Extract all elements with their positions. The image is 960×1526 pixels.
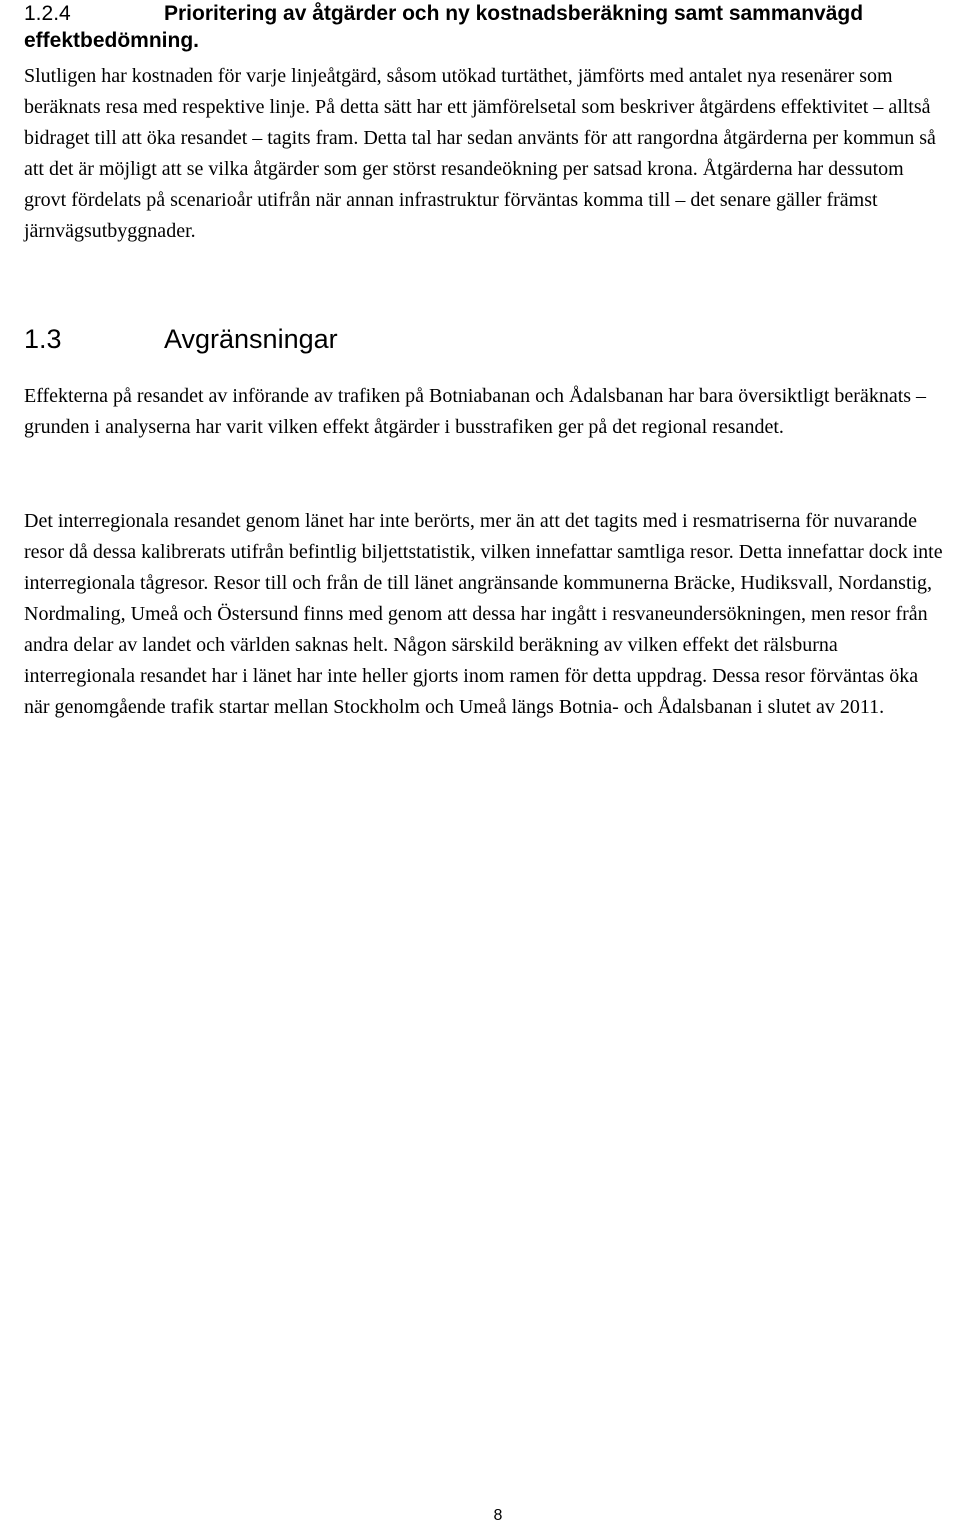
section-title: Prioritering av åtgärder och ny kostnadsberäkning samt sammanvägd effektbedömning.	[24, 2, 864, 52]
section-heading-1-3	[24, 322, 944, 356]
paragraph-avgransningar-1: Effekterna på resandet av införande av trafiken på Botniabanan och Ådalsbanan har bara översiktligt beräknats – grunden i analyserna har varit vilken effekt åtgärder i busstrafiken ger på det regional resandet.	[24, 385, 927, 438]
page-number: 8	[493, 1507, 503, 1524]
paragraph-prioritering: Slutligen har kostnaden för varje linjeåtgärd, såsom utökad turtäthet, jämförts med antalet nya resenärer som beräknats resa med respektive linje. På detta sätt har ett jämförelsetal som beskriver åtgärdens effektivitet – alltså bidraget till att öka resandet – tagits fram. Detta tal har sedan använts för att rangordna åtgärderna per kommun så att det är möjligt att se vilka åtgärder som ger störst resandeökning per satsad krona. Åtgärderna har dessutom grovt fördelats på scenarioår utifrån när annan infrastruktur förväntas komma till – det senare gäller främst järnvägsutbyggnader.	[24, 65, 936, 242]
section-number: 1.3	[24, 324, 62, 354]
section-heading-1-2-4	[24, 0, 954, 54]
section-title: Avgränsningar	[164, 324, 338, 354]
paragraph-avgransningar-2: Det interregionala resandet genom länet har inte berörts, mer än att det tagits med i resmatriserna för nuvarande resor då dessa kalibrerats utifrån befintlig biljettstatistik, vilken innefattar samtliga resor. Detta innefattar dock inte interregionala tågresor. Resor till och från de till länet angränsande kommunerna Bräcke, Hudiksvall, Nordanstig, Nordmaling, Umeå och Östersund finns med genom att dessa har ingått i resvaneundersökningen, men resor från andra delar av landet och världen saknas helt. Någon särskild beräkning av vilken effekt det rälsburna interregionala resandet har i länet har inte heller gjorts inom ramen för detta uppdrag. Dessa resor förväntas öka när genomgående trafik startar mellan Stockholm och Umeå längs Botnia- och Ådalsbanan i slutet av 2011.	[24, 510, 943, 718]
section-number: 1.2.4	[24, 2, 71, 25]
